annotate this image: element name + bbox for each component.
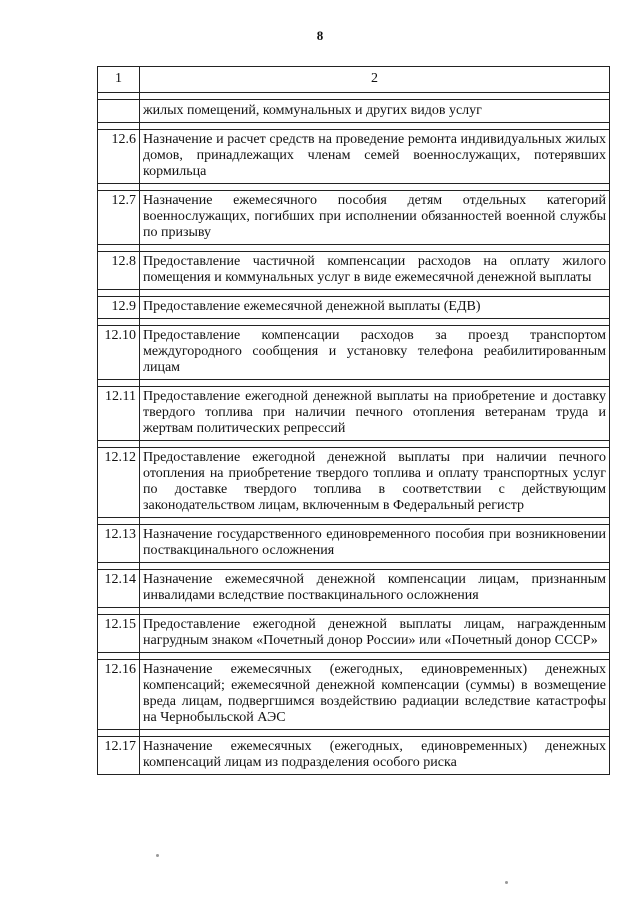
table-row <box>98 130 610 184</box>
spacer-cell-1 <box>98 563 140 570</box>
header-col-1: 1 <box>98 67 140 93</box>
table-header-row <box>98 67 610 93</box>
spacer-cell-2 <box>140 653 610 660</box>
row-number: 12.14 <box>98 570 140 608</box>
table-spacer-row <box>98 608 610 615</box>
row-description: Предоставление ежегодной денежной выплаты на приобретение и доставку твердого топлива при наличии печного отопления ветеранам труда и жертвам политических репрессий <box>140 387 610 441</box>
row-number: 12.10 <box>98 326 140 380</box>
continuation-row <box>98 100 610 123</box>
row-number: 12.13 <box>98 525 140 563</box>
table-row <box>98 660 610 730</box>
table-row <box>98 252 610 290</box>
row-number: 12.7 <box>98 191 140 245</box>
row-description: Назначение ежемесячного пособия детям отдельных категорий военнослужащих, погибших при исполнении обязанностей военной службы по призыву <box>140 191 610 245</box>
spacer-cell-1 <box>98 653 140 660</box>
spacer-cell-2 <box>140 123 610 130</box>
spacer-cell-1 <box>98 380 140 387</box>
row-description: Назначение и расчет средств на проведение ремонта индивидуальных жилых домов, принадлежащих членам семей военнослужащих, потерявших кормильца <box>140 130 610 184</box>
table-row <box>98 737 610 775</box>
row-number: 12.15 <box>98 615 140 653</box>
table-row <box>98 570 610 608</box>
row-number: 12.8 <box>98 252 140 290</box>
header-col-2: 2 <box>140 67 610 93</box>
spacer-cell-1 <box>98 123 140 130</box>
table-spacer-row <box>98 290 610 297</box>
spacer-cell-1 <box>98 518 140 525</box>
table-row <box>98 448 610 518</box>
spacer-cell-2 <box>140 608 610 615</box>
spacer-cell-2 <box>140 93 610 100</box>
row-description: Назначение ежемесячной денежной компенсации лицам, признанным инвалидами вследствие поствакцинального осложнения <box>140 570 610 608</box>
spacer-cell-2 <box>140 184 610 191</box>
continuation-text: жилых помещений, коммунальных и других видов услуг <box>140 100 610 123</box>
spacer-cell-2 <box>140 518 610 525</box>
row-description: Назначение государственного единовременного пособия при возникновении поствакцинального осложнения <box>140 525 610 563</box>
table-row <box>98 525 610 563</box>
table-spacer-row <box>98 441 610 448</box>
scan-speck <box>505 881 508 884</box>
row-number: 12.12 <box>98 448 140 518</box>
table-spacer-row <box>98 319 610 326</box>
row-description: Предоставление ежегодной денежной выплаты при наличии печного отопления на приобретение твердого топлива и оплату транспортных услуг по доставке твердого топлива в соответствии с действующим законодательством лицам, включенным в Федеральный регистр <box>140 448 610 518</box>
spacer-cell-1 <box>98 319 140 326</box>
row-description: Предоставление ежемесячной денежной выплаты (ЕДВ) <box>140 297 610 319</box>
row-description: Назначение ежемесячных (ежегодных, единовременных) денежных компенсаций; ежемесячной денежной компенсации (суммы) в возмещение вреда лицам, подвергшимся воздействию радиации вследствие катастрофы на Чернобыльской АЭС <box>140 660 610 730</box>
services-table <box>97 66 610 775</box>
table-row <box>98 297 610 319</box>
row-description: Предоставление ежегодной денежной выплаты лицам, награжденным нагрудным знаком «Почетный донор России» или «Почетный донор СССР» <box>140 615 610 653</box>
row-number: 12.16 <box>98 660 140 730</box>
spacer-cell-1 <box>98 730 140 737</box>
spacer-cell-2 <box>140 730 610 737</box>
table-spacer-row <box>98 123 610 130</box>
spacer-cell-1 <box>98 184 140 191</box>
spacer-cell-1 <box>98 608 140 615</box>
spacer-cell-2 <box>140 290 610 297</box>
row-number: 12.6 <box>98 130 140 184</box>
row-number: 12.11 <box>98 387 140 441</box>
spacer-cell-1 <box>98 93 140 100</box>
table-spacer-row <box>98 518 610 525</box>
spacer-cell-1 <box>98 441 140 448</box>
table-row <box>98 326 610 380</box>
row-number: 12.17 <box>98 737 140 775</box>
spacer-cell-2 <box>140 441 610 448</box>
table-row <box>98 387 610 441</box>
spacer-cell-2 <box>140 319 610 326</box>
scan-speck <box>156 854 159 857</box>
spacer-cell-1 <box>98 245 140 252</box>
table-spacer-row <box>98 93 610 100</box>
row-description: Предоставление компенсации расходов за проезд транспортом междугородного сообщения и установку телефона реабилитированным лицам <box>140 326 610 380</box>
table-row <box>98 615 610 653</box>
table-spacer-row <box>98 245 610 252</box>
row-description: Предоставление частичной компенсации расходов на оплату жилого помещения и коммунальных услуг в виде ежемесячной денежной выплаты <box>140 252 610 290</box>
table-spacer-row <box>98 653 610 660</box>
spacer-cell-2 <box>140 245 610 252</box>
table-spacer-row <box>98 380 610 387</box>
continuation-num-cell <box>98 100 140 123</box>
table-spacer-row <box>98 730 610 737</box>
spacer-cell-1 <box>98 290 140 297</box>
table-row <box>98 191 610 245</box>
page-number: 8 <box>316 28 324 43</box>
row-number: 12.9 <box>98 297 140 319</box>
row-description: Назначение ежемесячных (ежегодных, единовременных) денежных компенсаций лицам из подразделения особого риска <box>140 737 610 775</box>
table-spacer-row <box>98 563 610 570</box>
spacer-cell-2 <box>140 563 610 570</box>
table-spacer-row <box>98 184 610 191</box>
spacer-cell-2 <box>140 380 610 387</box>
